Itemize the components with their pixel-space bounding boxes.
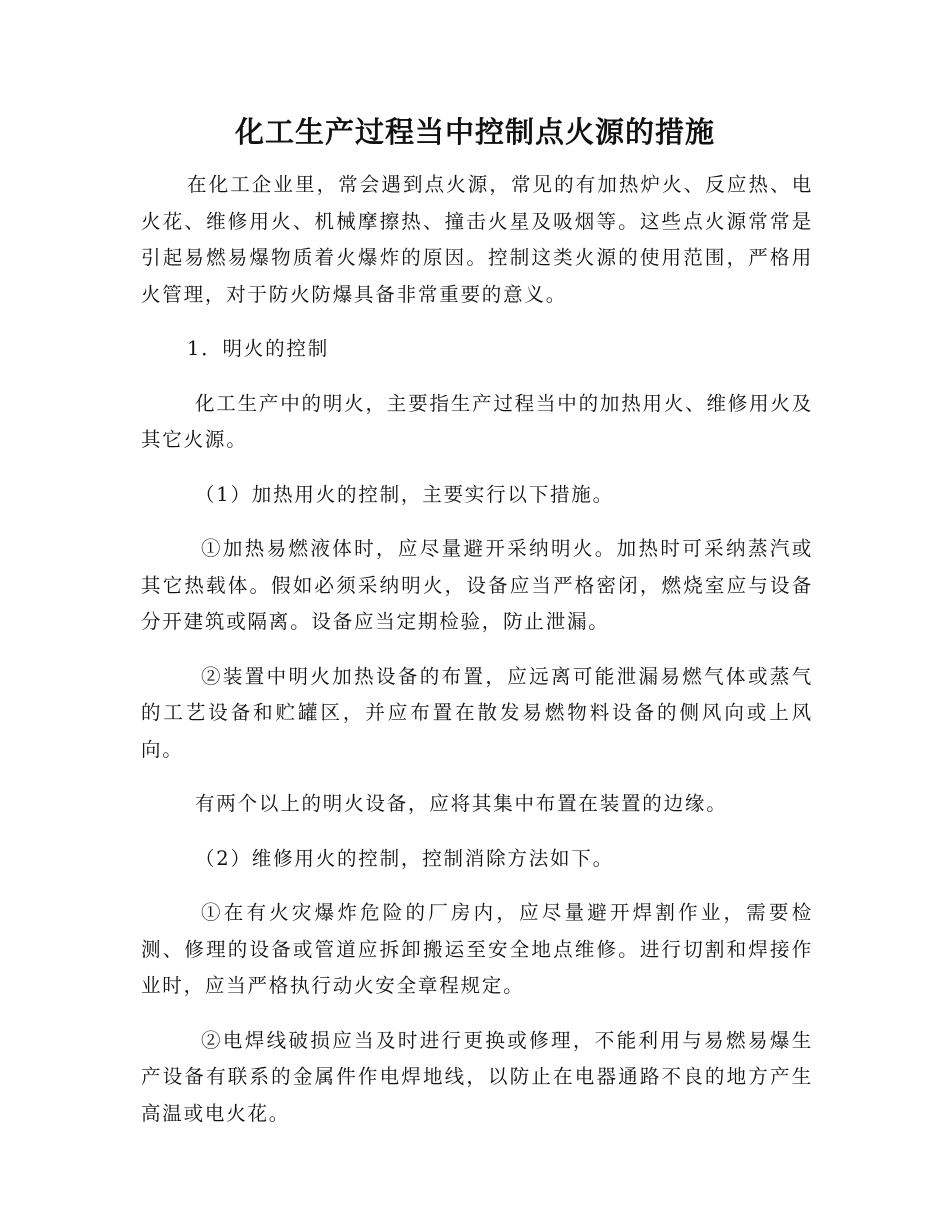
list-item-maintenance-1: ①在有火灾爆炸危险的厂房内，应尽量避开焊割作业，需要检测、修理的设备或管道应拆卸搬运至安全地点维修。进行切割和焊接作业时，应当严格执行动火安全章程规定。 (141, 901, 813, 997)
paragraph-intro: 在化工企业里，常会遇到点火源，常见的有加热炉火、反应热、电火花、维修用火、机械摩擦热、撞击火星及吸烟等。这些点火源常常是引起易燃易爆物质着火爆炸的原因。控制这类火源的使用范围，严格用火管理，对于防火防爆具备非常重要的意义。 (141, 173, 813, 306)
list-item-heating-2: ②装置中明火加热设备的布置，应远离可能泄漏易燃气体或蒸气的工艺设备和贮罐区，并应布置在散发易燃物料设备的侧风向或上风向。 (141, 664, 813, 761)
document-body (141, 167, 813, 1132)
list-item-maintenance-2: ②电焊线破损应当及时进行更换或修理，不能利用与易燃易爆生产设备有联系的金属件作电焊地线，以防止在电器通路不良的地方产生高温或电火花。 (141, 1028, 813, 1125)
subsection-heating-fire: （1）加热用火的控制，主要实行以下措施。 (195, 482, 614, 506)
document-title: 化工生产过程当中控制点火源的措施 (234, 115, 715, 149)
section-heading-open-flame: 1．明火的控制 (187, 337, 330, 360)
subsection-maintenance-fire: （2）维修用火的控制，控制消除方法如下。 (195, 846, 614, 870)
paragraph-open-flame-definition: 化工生产中的明火，主要指生产过程当中的加热用火、维修用火及其它火源。 (141, 391, 813, 451)
list-item-heating-1: ①加热易燃液体时，应尽量避开采纳明火。加热时可采纳蒸汽或其它热载体。假如必须采纳明火，设备应当严格密闭，燃烧室应与设备分开建筑或隔离。设备应当定期检验，防止泄漏。 (141, 537, 813, 633)
paragraph-multiple-flame-devices: 有两个以上的明火设备，应将其集中布置在装置的边缘。 (195, 792, 728, 815)
